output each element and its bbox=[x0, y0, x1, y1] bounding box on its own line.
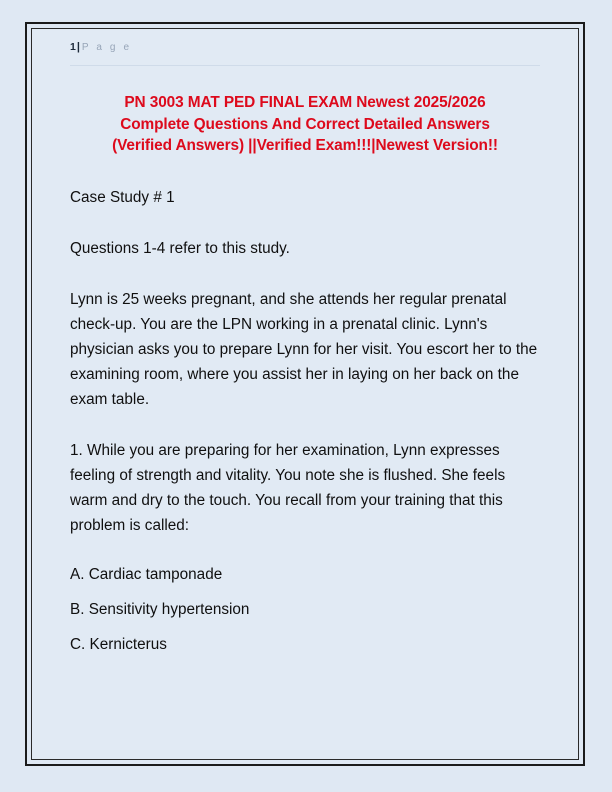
header-page-word: P a g e bbox=[81, 42, 132, 53]
document-body bbox=[70, 185, 542, 656]
question-1-text: 1. While you are preparing for her examination, Lynn expresses feeling of strength and vitality. You note she is flushed. She feels warm and dry to the touch. You recall from your training that this problem is called: bbox=[70, 441, 506, 534]
question-scope-note: Questions 1-4 refer to this study. bbox=[70, 239, 290, 257]
answer-option-a[interactable]: A. Cardiac tamponade bbox=[70, 565, 223, 583]
title-line-3: (Verified Answers) ||Verified Exam!!!|Newest Version!! bbox=[112, 137, 498, 154]
title-line-2: Complete Questions And Correct Detailed Answers bbox=[120, 115, 490, 133]
header-page-number: 1 bbox=[70, 41, 76, 53]
document-title bbox=[72, 92, 538, 157]
title-line-1: PN 3003 MAT PED FINAL EXAM Newest 2025/2026 bbox=[124, 94, 486, 111]
running-header bbox=[70, 39, 542, 63]
header-separator: | bbox=[76, 41, 80, 53]
page-inner-border bbox=[31, 28, 579, 760]
answer-option-c[interactable]: C. Kernicterus bbox=[70, 635, 167, 653]
header-divider bbox=[70, 65, 540, 66]
page-outer-border bbox=[25, 22, 585, 766]
case-scenario-paragraph: Lynn is 25 weeks pregnant, and she attends her regular prenatal check-up. You are the LPN working in a prenatal clinic. Lynn's physician asks you to prepare Lynn for her visit. You escort her to the examining room, where you assist her in laying on her back on the exam table. bbox=[70, 290, 538, 408]
case-study-label: Case Study # 1 bbox=[70, 188, 175, 206]
answer-option-list bbox=[70, 564, 542, 656]
answer-option-b[interactable]: B. Sensitivity hypertension bbox=[70, 600, 250, 618]
page-content-area bbox=[32, 29, 578, 759]
